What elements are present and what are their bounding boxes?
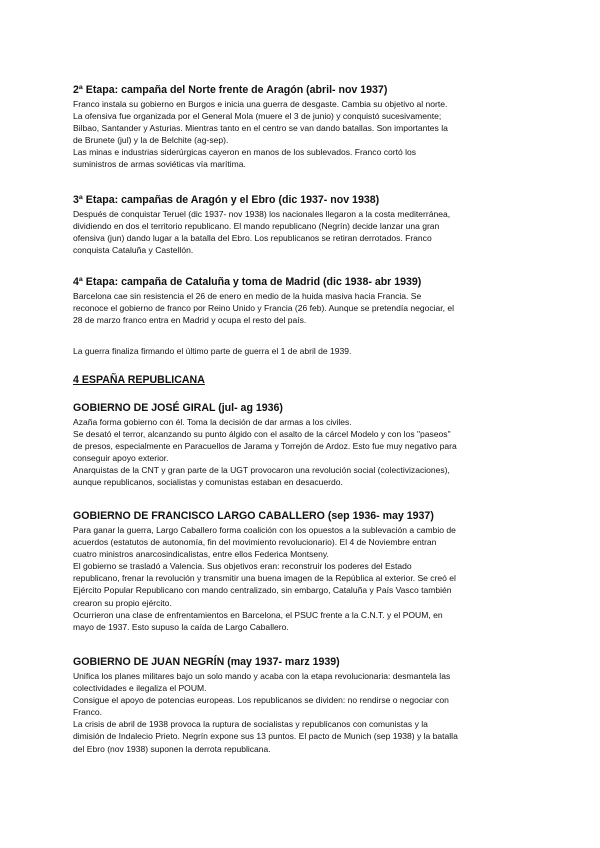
paragraph-line: colectividades e ilegaliza el POUM. [73, 683, 207, 694]
largo-heading: GOBIERNO DE FRANCISCO LARGO CABALLERO (sep 1936- may 1937) [73, 510, 434, 522]
paragraph-line: Barcelona cae sin resistencia el 26 de enero en medio de la huida masiva hacia Francia. Se [73, 291, 422, 301]
paragraph-line: suministros de armas soviéticas vía marítima. [73, 159, 246, 170]
section-etapa-3 [73, 194, 450, 256]
paragraph-line: La guerra finaliza firmando el último parte de guerra el 1 de abril de 1939. [73, 346, 352, 356]
paragraph-line: 28 de marzo franco entra en Madrid y ocupa el resto del país. [73, 315, 307, 326]
paragraph-line: de Brunete (jul) y la de Belchite (ag-sep). [73, 135, 229, 146]
paragraph-line: crearon su propio ejército. [73, 597, 172, 608]
paragraph-line: La crisis de abril de 1938 provoca la ruptura de socialistas y republicanos con comunistas y la [73, 719, 428, 730]
paragraph-line: reconoce el gobierno de franco por Reino Unido y Francia (26 feb). Aunque se pretendía negociar, el [73, 303, 455, 314]
section-espana-republicana [73, 374, 205, 387]
negrin-heading: GOBIERNO DE JUAN NEGRÍN (may 1937- marz 1939) [73, 656, 340, 668]
paragraph-line: dividiendo en dos el territorio republicano. El mando republicano (Negrín) decide lanzar una gran [73, 221, 440, 232]
section-negrin [73, 656, 458, 755]
section-largo-caballero [73, 510, 456, 633]
paragraph-line: aunque republicanos, socialistas y comunistas estaban en desacuerdo. [73, 477, 343, 488]
section-etapa-4 [73, 276, 454, 326]
paragraph-line: acuerdos (estatutos de autonomía, fin del movimiento revolucionario). El 4 de Noviembre entran [73, 537, 437, 548]
paragraph-line: de presos, especialmente en Paracuellos de Jarama y Torrejón de Ardoz. Esto fue muy negativo para [73, 441, 457, 452]
section-giral [73, 402, 457, 489]
paragraph-line: Después de conquistar Teruel (dic 1937- nov 1938) los nacionales llegaron a la costa mediterránea, [73, 209, 451, 219]
paragraph-line: Bilbao, Santander y Asturias. Mientras tanto en el centro se van dando batallas. Son importantes la [73, 123, 448, 134]
paragraph-line: Ocurrieron una clase de enfrentamientos en Barcelona, el PSUC frente a la C.N.T. y el POUM, en [73, 609, 443, 620]
paragraph-line: dimisión de Indalecio Prieto. Negrín expone sus 13 puntos. El pacto de Munich (sep 1938) y la batalla [73, 731, 458, 742]
paragraph-line: mayo de 1937. Esto supuso la caída de Largo Caballero. [73, 621, 289, 632]
paragraph-line: conseguir apoyo exterior. [73, 453, 169, 464]
paragraph-line: cuatro ministros anarcosindicalistas, entre ellos Federica Montseny. [73, 549, 329, 560]
paragraph-line: El gobierno se trasladó a Valencia. Sus objetivos eran: reconstruir los poderes del Estado [73, 561, 412, 572]
paragraph-line: Anarquistas de la CNT y gran parte de la UGT provocaron una revolución social (colectivizaciones), [73, 465, 450, 476]
war-end-paragraph [73, 345, 351, 357]
giral-heading: GOBIERNO DE JOSÉ GIRAL (jul- ag 1936) [73, 402, 283, 414]
paragraph-line: Unifica los planes militares bajo un solo mando y acaba con la etapa revolucionaria: desmantela las [73, 671, 451, 681]
etapa-4-heading: 4ª Etapa: campaña de Cataluña y toma de Madrid (dic 1938- abr 1939) [73, 276, 422, 288]
paragraph-line: del Ebro (nov 1938) suponen la derrota republicana. [73, 743, 271, 754]
paragraph-line: Ejército Popular Republicano con mando centralizado, sin embargo, Cataluña y País Vasco también [73, 585, 452, 596]
paragraph-line: Para ganar la guerra, Largo Caballero forma coalición con los opuestos a la sublevación a cambio de [73, 525, 456, 535]
paragraph-line: Consigue el apoyo de potencias europeas. Los republicanos se dividen: no rendirse o negociar con [73, 695, 449, 706]
paragraph-line: conquista Cataluña y Castellón. [73, 245, 194, 256]
section-title: 4 ESPAÑA REPUBLICANA [73, 374, 205, 386]
paragraph-line: Franco instala su gobierno en Burgos e inicia una guerra de desgaste. Cambia su objetivo al norte. [73, 99, 448, 109]
paragraph-line: Se desató el terror, alcanzando su punto álgido con el asalto de la cárcel Modelo y con los "paseos" [73, 429, 451, 440]
etapa-2-heading: 2ª Etapa: campaña del Norte frente de Aragón (abril- nov 1937) [73, 84, 388, 96]
paragraph-line: republicano, frenar la revolución y transmitir una buena imagen de la República al exterior. Se creó el [73, 573, 456, 584]
section-etapa-2 [73, 84, 448, 171]
paragraph-line: Azaña forma gobierno con él. Toma la decisión de dar armas a los civiles. [73, 417, 352, 427]
paragraph-line: ofensiva (jun) dando lugar a la batalla del Ebro. Los republicanos se retiran derrotados. Franco [73, 233, 432, 244]
paragraph-line: Las minas e industrias siderúrgicas cayeron en manos de los sublevados. Franco cortó los [73, 147, 416, 158]
etapa-3-heading: 3ª Etapa: campañas de Aragón y el Ebro (dic 1937- nov 1938) [73, 194, 380, 206]
paragraph-line: Franco. [73, 707, 102, 718]
paragraph-line: La ofensiva fue organizada por el General Mola (muere el 3 de junio) y conquistó sucesivamente; [73, 111, 442, 122]
